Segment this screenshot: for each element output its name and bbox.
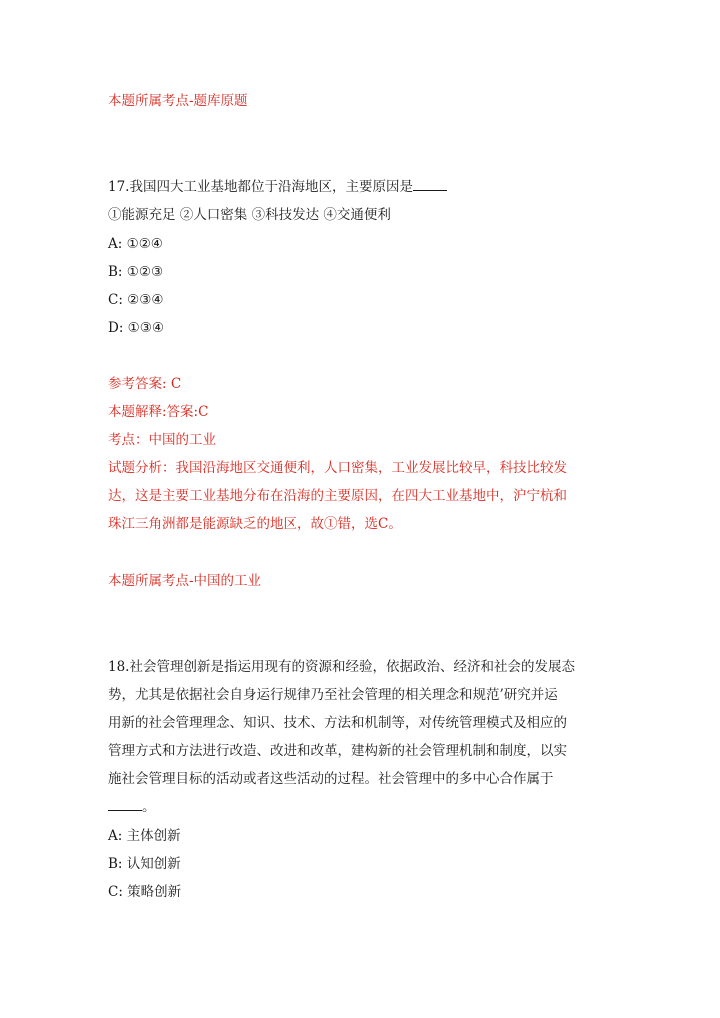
q18-stem-line-4: 管理方式和方法进行改造、改进和改革，建构新的社会管理机制和制度，以实 [108, 743, 567, 759]
q17-reference-answer: 参考答案: C [108, 376, 182, 392]
q18-option-b: B: 认知创新 [108, 856, 181, 872]
q17-analysis-line-1: 试题分析：我国沿海地区交通便利，人口密集，工业发展比较早，科技比较发 [108, 460, 567, 476]
q17-option-b: B: ①②③ [108, 264, 164, 280]
q17-option-c: C: ②③④ [108, 292, 164, 308]
q17-option-d: D: ①③④ [108, 320, 164, 336]
q17-stem [108, 178, 447, 196]
q17-answer-blank [413, 178, 447, 191]
q18-stem-end [108, 798, 156, 816]
q17-stem-text: 17.我国四大工业基地都位于沿海地区，主要原因是 [108, 179, 413, 195]
q18-stem-end-punct: 。 [142, 799, 156, 815]
q18-option-c: C: 策略创新 [108, 884, 182, 900]
q17-items: ①能源充足 ②人口密集 ③科技发达 ④交通便利 [108, 207, 391, 223]
q18-stem-line-3: 用新的社会管理理念、知识、技术、方法和机制等，对传统管理模式及相应的 [108, 715, 567, 731]
q17-option-a: A: ①②④ [108, 236, 163, 252]
q17-explanation: 本题解释:答案:C [108, 404, 209, 420]
q16-topic-footer: 本题所属考点-题库原题 [108, 93, 248, 109]
q17-topic-footer: 本题所属考点-中国的工业 [108, 573, 262, 589]
q18-option-a: A: 主体创新 [108, 828, 181, 844]
q18-stem-line-5: 施社会管理目标的活动或者这些活动的过程。社会管理中的多中心合作属于 [108, 771, 554, 787]
q18-stem-line-1: 18.社会管理创新是指运用现有的资源和经验，依据政治、经济和社会的发展态 [108, 659, 575, 675]
q17-analysis-line-2: 达，这是主要工业基地分布在沿海的主要原因，在四大工业基地中，沪宁杭和 [108, 488, 567, 504]
q17-analysis-line-3: 珠江三角洲都是能源缺乏的地区，故①错，选C。 [108, 516, 402, 532]
q18-stem-line-2: 势，尤其是依据社会自身运行规律乃至社会管理的相关理念和规范’研究并运 [108, 687, 558, 703]
q18-answer-blank [108, 798, 142, 811]
q17-kaodian: 考点：中国的工业 [108, 432, 216, 448]
